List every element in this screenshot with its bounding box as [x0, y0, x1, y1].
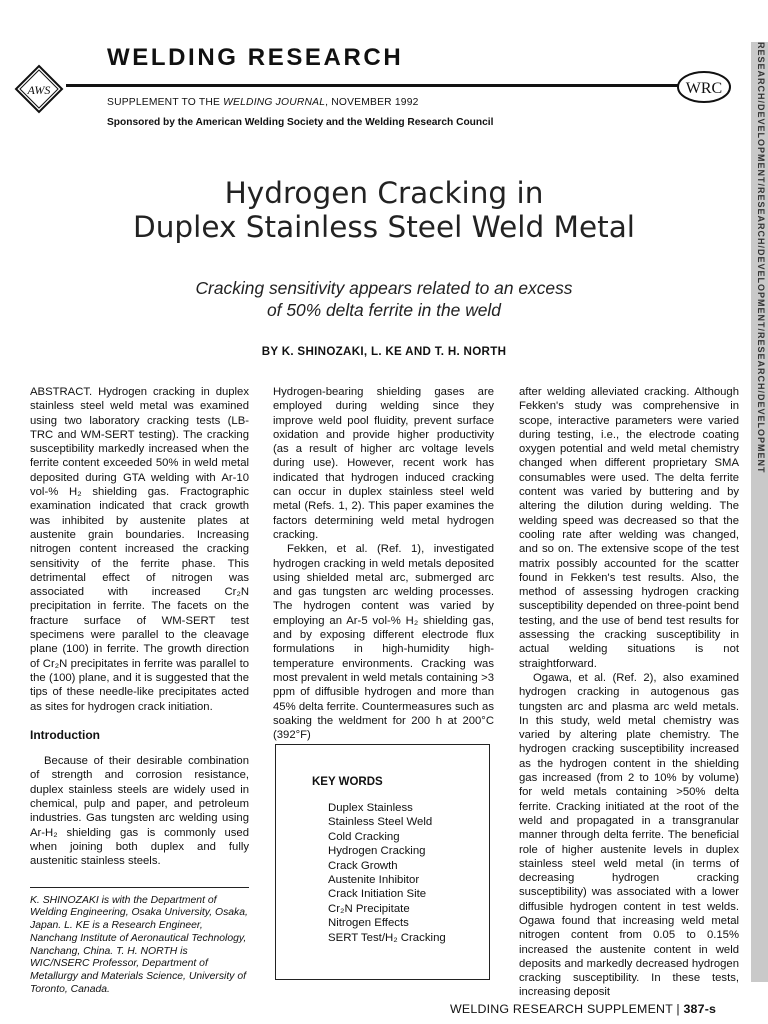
deck-line-2: of 50% delta ferrite in the weld [267, 300, 501, 320]
keyword-item: Stainless Steel Weld [328, 816, 433, 829]
keyword-item: Cold Cracking [328, 830, 400, 843]
byline: BY K. SHINOZAKI, L. KE AND T. H. NORTH [261, 345, 507, 358]
col3-paragraph-2: Ogawa, et al. (Ref. 2), also examined hydrogen cracking in autogenous gas tungsten arc and plasma arc weld metals. In this study, weld metal chemistry was varied by altering plate chemistry. The hydrogen cracking susceptibility increased as the hydrogen content in the shielding gas increased (from 2 to 10% by volume) for weld metals containing >50% delta ferrite. Cracking initiated at the root of the weld and propagated in a transgranular manner through delta ferrite. The beneficial role of higher austenite levels in duplex stainless steel weld metal (in terms of decreasing hydrogen cracking susceptibility) was associated with a lower diffusible hydrogen content in test welds. Ogawa found that increasing weld metal nitrogen content from 0.05 to 0.15% increased the austenite content in weld deposits and markedly decreased hydrogen cracking susceptibility. In these tests, increasing deposit [519, 671, 739, 999]
page-number: 387-s [683, 1002, 717, 1016]
title-line-1: Hydrogen Cracking in [224, 176, 544, 210]
supplement-journal: WELDING JOURNAL [223, 97, 326, 108]
col2-paragraph-2: Fekken, et al. (Ref. 1), investigated hydrogen cracking in weld metals deposited using shielded metal arc, submerged arc and gas tungsten arc welding processes. The hydrogen content was varied by employing an Ar-5 vol-% H₂ shielding gas, and by exposing different electrode flux formulations in high-humidity high-temperature environments. Cracking was most prevalent in weld metals containing >3 ppm of diffusible hydrogen and more than 45% delta ferrite. Countermeasures such as soaking the weldment for 200 h at 200°C (392°F) [273, 543, 494, 742]
keywords-box [275, 744, 490, 980]
sponsor-line: Sponsored by the American Welding Society and the Welding Research Council [107, 117, 494, 128]
side-stripe-text: RESEARCH/DEVELOPMENT/RESEARCH/DEVELOPMENT/RESEARCH/DEVELOPMENT [756, 42, 766, 474]
author-rule [30, 887, 249, 888]
footer-label: WELDING RESEARCH SUPPLEMENT | [450, 1002, 684, 1016]
keyword-item: SERT Test/H₂ Cracking [328, 931, 446, 944]
svg-text:AWS: AWS [27, 83, 51, 97]
keyword-item: Austenite Inhibitor [328, 874, 420, 887]
deck-line-1: Cracking sensitivity appears related to an excess [195, 278, 573, 298]
page-footer [450, 1002, 716, 1016]
side-stripe [751, 42, 768, 982]
supplement-line: SUPPLEMENT TO THE WELDING JOURNAL, NOVEMBER 1992 [107, 97, 419, 108]
svg-text:WRC: WRC [685, 80, 723, 97]
article-deck [60, 277, 708, 321]
header-rule [66, 84, 680, 87]
journal-title: WELDING RESEARCH [107, 44, 404, 71]
keyword-item: Duplex Stainless [328, 802, 413, 814]
wrc-logo [676, 70, 732, 104]
column-1 [30, 385, 249, 997]
col2-paragraph-1: Hydrogen-bearing shielding gases are employed during welding since they improve weld pool fluidity, prevent surface oxidation and provide higher productivity (as a result of higher arc voltage levels during use). However, recent work has indicated that hydrogen induced cracking can occur in duplex stainless steel weld metal (Refs. 1, 2). This paper examines the factors determining weld metal hydrogen cracking. [273, 386, 494, 541]
keywords-list [328, 801, 446, 945]
column-3 [519, 385, 739, 1000]
keyword-item: Crack Growth [328, 859, 398, 872]
title-line-2: Duplex Stainless Steel Weld Metal [132, 210, 636, 244]
intro-heading: Introduction [30, 727, 100, 742]
keyword-item: Hydrogen Cracking [328, 845, 426, 858]
author-note: K. SHINOZAKI is with the Department of Welding Engineering, Osaka University, Osaka, Japan. L. KE is a Research Engineer, Nanchang Institute of Aeronautical Technology, Nanchang, China. T. H. NORTH is WIC/NSERC Professor, Department of Metallurgy and Materials Science, University of Toronto, Canada. [30, 894, 248, 996]
aws-logo [14, 64, 64, 114]
keywords-heading: KEY WORDS [312, 776, 383, 788]
abstract: ABSTRACT. Hydrogen cracking in duplex stainless steel weld metal was examined using two laboratory cracking tests (LB-TRC and WM-SERT testing). The cracking susceptibility markedly increased when the ferrite content exceeded 50% in weld metal deposited during GTA welding with Ar-10 vol-% H₂ shielding gas. Fractographic examination indicated that crack growth was inhibited by austenite plates at austenite grain boundaries. Increasing nitrogen content increased the cracking sensitivity of the ferrite phase. This detrimental effect of nitrogen was associated with increased Cr₂N precipitation in ferrite. The facets on the fracture surface of WM-SERT test specimens were parallel to the cleavage plane (100) in ferrite. The growth direction of Cr₂N precipitates in ferrite was parallel to the (100) plane, and it is suggested that the tips of these needle-like precipitates acted as sites for hydrogen crack initiation. [30, 386, 249, 713]
column-2 [273, 385, 494, 742]
keyword-item: Cr₂N Precipitate [328, 902, 410, 915]
col3-paragraph-1: after welding alleviated cracking. Although Fekken's study was comprehensive in scope, interactive parameters were varied during testing, i.e., the electrode coating oxygen potential and weld metal chemistry changed when different proprietary SMA consumables were used. The delta ferrite content was varied by buttering and by altering the dilution during welding. The welding speed was decreased so that the cooling rate after welding was changed, and so on. The extensive scope of the test matrix possibly accounted for the scatter found in Fekken's test results. Also, the method of assessing hydrogen cracking susceptibility depended on three-point bend testing, and the use of bend test results for assessing the cracking susceptibility in actual welding situations is not straightforward. [519, 386, 739, 670]
intro-paragraph: Because of their desirable combination of strength and corrosion resistance, duplex stainless steels are widely used in chemical, pulp and paper, and petroleum industries. Gas tungsten arc welding using Ar-H₂ shielding gas is commonly used when joining both duplex and fully austenitic stainless steels. [30, 755, 249, 868]
keyword-item: Nitrogen Effects [328, 917, 409, 930]
keyword-item: Crack Initiation Site [328, 888, 427, 901]
article-title [60, 176, 708, 244]
